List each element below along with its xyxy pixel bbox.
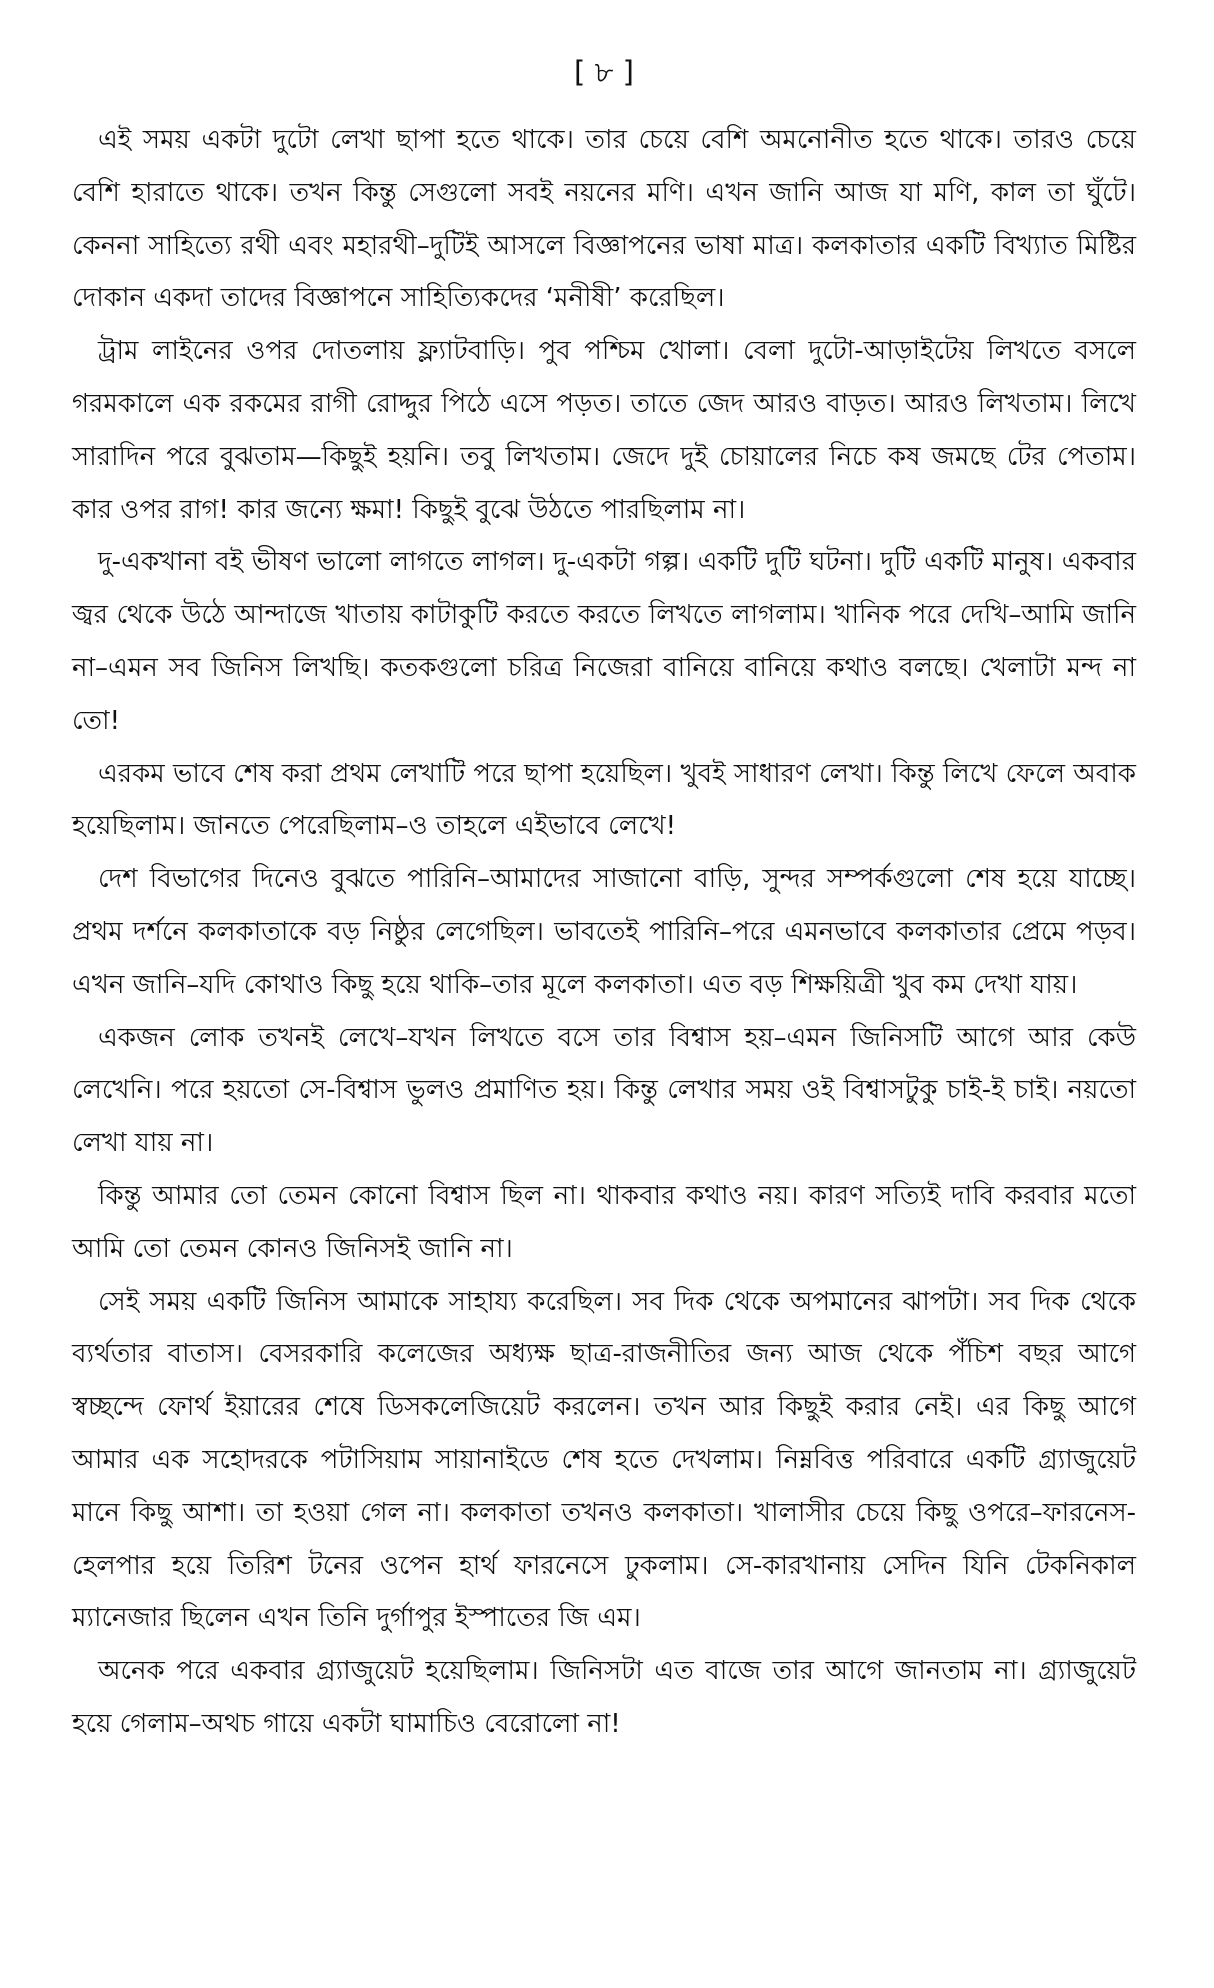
paragraph-3: দু-একখানা বই ভীষণ ভালো লাগতে লাগল। দু-একটা গল্প। একটি দুটি ঘটনা। দুটি একটি মানুষ। একবার জ্বর থেকে উঠে আন্দাজে খাতায় কাটাকুটি করতে করতে লিখতে লাগলাম। খানিক পরে দেখি–আমি জানি না–এমন সব জিনিস লিখছি। কতকগুলো চরিত্র নিজেরা বানিয়ে বানিয়ে কথাও বলছে। খেলাটা মন্দ না তো! <box>72 547 1136 736</box>
paragraph-4: এরকম ভাবে শেষ করা প্রথম লেখাটি পরে ছাপা হয়েছিল। খুবই সাধারণ লেখা। কিন্তু লিখে ফেলে অবাক হয়েছিলাম। জানতে পেরেছিলাম–ও তাহলে এইভাবে লেখে! <box>72 758 1136 842</box>
paragraph-6: একজন লোক তখনই লেখে–যখন লিখতে বসে তার বিশ্বাস হয়–এমন জিনিসটি আগে আর কেউ লেখেনি। পরে হয়তো সে-বিশ্বাস ভুলও প্রমাণিত হয়। কিন্তু লেখার সময় ওই বিশ্বাসটুকু চাই-ই চাই। নয়তো লেখা যায় না। <box>72 1022 1136 1159</box>
paragraph-9: অনেক পরে একবার গ্র্যাজুয়েট হয়েছিলাম। জিনিসটা এত বাজে তার আগে জানতাম না। গ্র্যাজুয়েট হয়ে গেলাম–অথচ গায়ে একটা ঘামাচিও বেরোলো না! <box>72 1656 1136 1739</box>
paragraph-8: সেই সময় একটি জিনিস আমাকে সাহায্য করেছিল। সব দিক থেকে অপমানের ঝাপটা। সব দিক থেকে ব্যর্থতার বাতাস। বেসরকারি কলেজের অধ্যক্ষ ছাত্র-রাজনীতির জন্য আজ থেকে পঁচিশ বছর আগে স্বচ্ছন্দে ফোর্থ ইয়ারের শেষে ডিসকলেজিয়েট করলেন। তখন আর কিছুই করার নেই। এর কিছু আগে আমার এক সহোদরকে পটাসিয়াম সায়ানাইডে শেষ হতে দেখলাম। নিম্নবিত্ত পরিবারে একটি গ্র্যাজুয়েট মানে কিছু আশা। তা হওয়া গেল না। কলকাতা তখনও কলকাতা। খালাসীর চেয়ে কিছু ওপরে–ফারনেস-হেলপার হয়ে তিরিশ টনের ওপেন হার্থ ফারনেসে ঢুকলাম। সে-কারখানায় সেদিন যিনি টেকনিকাল ম্যানেজার ছিলেন এখন তিনি দুর্গাপুর ইস্পাতের জি এম। <box>72 1286 1136 1634</box>
paragraph-7: কিন্তু আমার তো তেমন কোনো বিশ্বাস ছিল না। থাকবার কথাও নয়। কারণ সত্যিই দাবি করবার মতো আমি তো তেমন কোনও জিনিসই জানি না। <box>72 1180 1136 1264</box>
paragraph-5: দেশ বিভাগের দিনেও বুঝতে পারিনি–আমাদের সাজানো বাড়ি, সুন্দর সম্পর্কগুলো শেষ হয়ে যাচ্ছে। প্রথম দর্শনে কলকাতাকে বড় নিষ্ঠুর লেগেছিল। ভাবতেই পারিনি–পরে এমনভাবে কলকাতার প্রেমে পড়ব। এখন জানি–যদি কোথাও কিছু হয়ে থাকি–তার মূলে কলকাতা। এত বড় শিক্ষয়িত্রী খুব কম দেখা যায়। <box>72 864 1136 1000</box>
page-number: [ ৮ ] <box>574 55 634 89</box>
paragraph-1: এই সময় একটা দুটো লেখা ছাপা হতে থাকে। তার চেয়ে বেশি অমনোনীত হতে থাকে। তারও চেয়ে বেশি হারাতে থাকে। তখন কিন্তু সেগুলো সবই নয়নের মণি। এখন জানি আজ যা মণি, কাল তা ঘুঁটে। কেননা সাহিত্যে রথী এবং মহারথী–দুটিই আসলে বিজ্ঞাপনের ভাষা মাত্র। কলকাতার একটি বিখ্যাত মিষ্টির দোকান একদা তাদের বিজ্ঞাপনে সাহিত্যিকদের ‘মনীষী’ করেছিল। <box>72 125 1136 314</box>
paragraph-2: ট্রাম লাইনের ওপর দোতলায় ফ্ল্যাটবাড়ি। পুব পশ্চিম খোলা। বেলা দুটো-আড়াইটেয় লিখতে বসলে গরমকালে এক রকমের রাগী রোদ্দুর পিঠে এসে পড়ত। তাতে জেদ আরও বাড়ত। আরও লিখতাম। লিখে সারাদিন পরে বুঝতাম—কিছুই হয়নি। তবু লিখতাম। জেদে দুই চোয়ালের নিচে কষ জমছে টের পেতাম। কার ওপর রাগ! কার জন্যে ক্ষমা! কিছুই বুঝে উঠতে পারছিলাম না। <box>72 336 1136 525</box>
